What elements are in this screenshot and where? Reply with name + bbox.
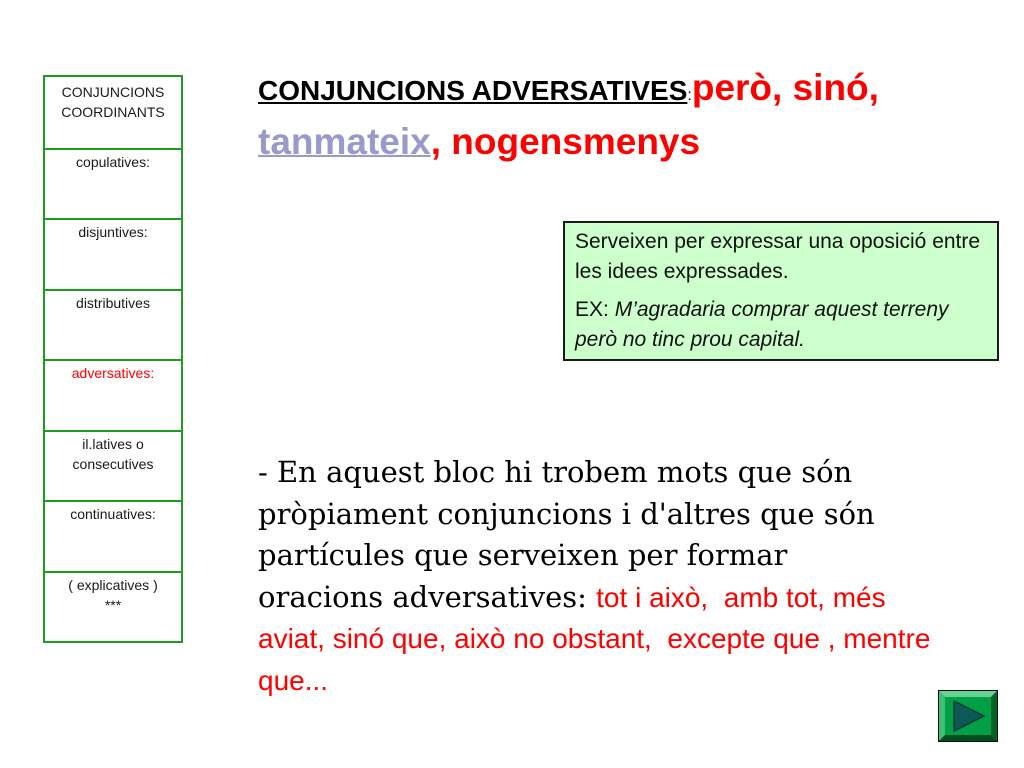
sidebar-header (45, 77, 181, 148)
sidebar-item-label: disjuntives: (78, 224, 148, 240)
sidebar-item-label: *** (104, 596, 122, 613)
definition-box (563, 221, 999, 361)
example-text: però no tinc prou capital. (575, 328, 805, 351)
sidebar-item-disjuntives[interactable] (45, 218, 181, 289)
example-line (575, 295, 989, 325)
example-label: EX: (575, 298, 609, 321)
button-bevel-left (939, 691, 945, 741)
sidebar-item-distributives[interactable] (45, 289, 181, 360)
sidebar-item-copulatives[interactable] (45, 148, 181, 219)
conjunction-examples: aviat, sinó que, això no obstant, excepte que , mentre (258, 623, 931, 655)
sidebar-item-label: ( explicatives ) (68, 576, 158, 593)
next-slide-button[interactable] (938, 690, 998, 742)
definition-line: Serveixen per expressar una oposició entre (575, 230, 981, 253)
conjunction-examples: tot i això, amb tot, més (596, 581, 886, 613)
sidebar-item-label: consecutives (72, 455, 154, 472)
sidebar-item-label: copulatives: (76, 153, 150, 170)
definition-line: les idees expressades. (575, 260, 789, 283)
heading-separator: : (687, 87, 692, 104)
button-bevel-right (991, 691, 997, 741)
sidebar-item-adversatives[interactable] (45, 359, 181, 430)
next-arrow-icon (938, 690, 998, 742)
explanation-line: pròpiament conjuncions i d'altres que són (258, 496, 875, 531)
title-line-2 (258, 120, 700, 172)
section-heading: CONJUNCIONS ADVERSATIVES (258, 75, 688, 106)
sidebar-header-line: COORDINANTS (61, 104, 165, 120)
sidebar-item-label: il.latives o (82, 435, 144, 452)
explanation-line: partícules que serveixen per formar (258, 538, 788, 573)
sidebar-table (43, 75, 183, 643)
example-text: M’agradaria comprar aquest terreny (614, 298, 949, 321)
sidebar-header-line: CONJUNCIONS (61, 84, 165, 100)
sidebar-item-label: distributives (76, 294, 150, 311)
sidebar-item-explicatives[interactable] (45, 571, 181, 642)
sidebar-item-label: continuatives: (70, 506, 156, 522)
explanation-line: - En aquest bloc hi trobem mots que són (258, 455, 853, 489)
explanation-text: oracions adversatives: (258, 579, 597, 614)
sidebar-item-illatives[interactable] (45, 430, 181, 501)
conjunction-list-line2: , nogensmenys (430, 121, 701, 162)
title-line-1 (258, 66, 879, 118)
conjunction-list-line1: però, sinó, (691, 67, 879, 108)
button-bevel-bottom (939, 735, 997, 741)
conjunction-examples: que... (258, 664, 329, 696)
explanation-line (258, 577, 930, 619)
explanation-paragraph (258, 452, 930, 702)
tanmateix-link[interactable]: tanmateix (258, 121, 431, 162)
sidebar-item-continuatives[interactable] (45, 500, 181, 571)
sidebar-item-label: adversatives: (71, 365, 155, 381)
button-bevel-top (939, 691, 997, 697)
